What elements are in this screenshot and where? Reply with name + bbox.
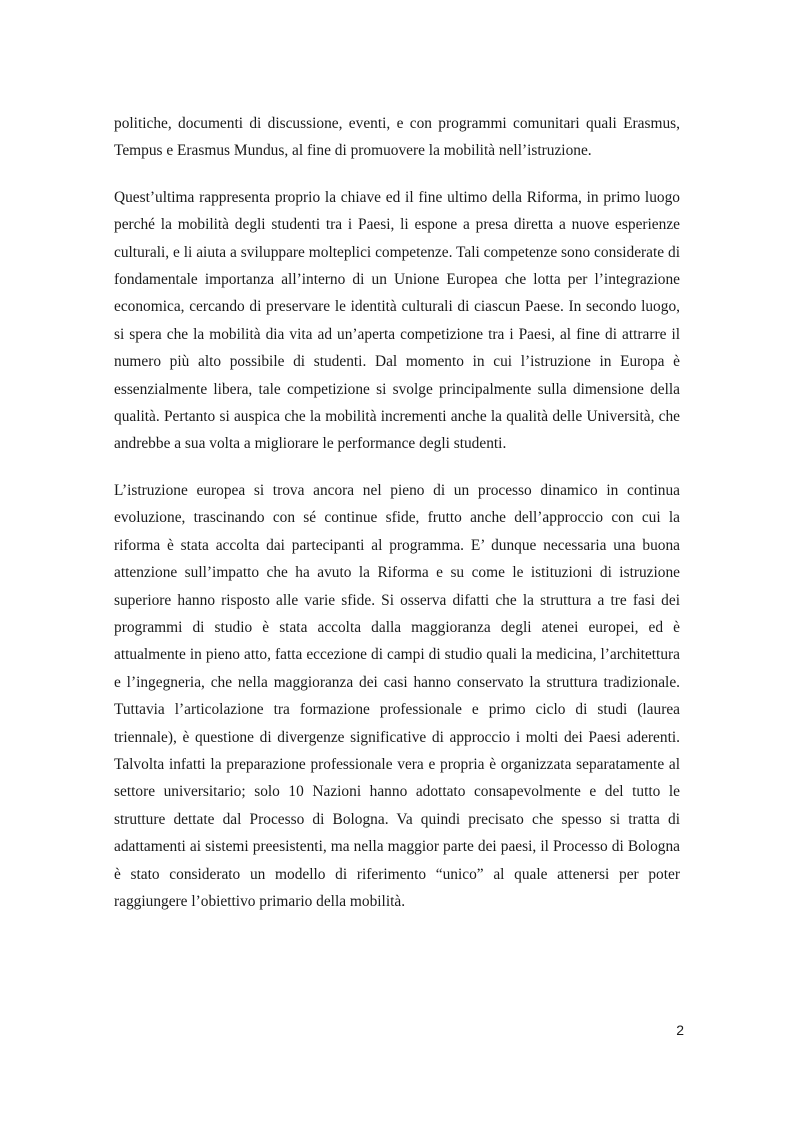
page-number: 2 xyxy=(676,1022,684,1038)
paragraph-1: politiche, documenti di discussione, eventi, e con programmi comunitari quali Erasmus, Tempus e Erasmus Mundus, al fine di promuovere la mobilità nell’istruzione. xyxy=(114,115,680,160)
paragraph-3: L’istruzione europea si trova ancora nel pieno di un processo dinamico in continua evoluzione, trascinando con sé continue sfide, frutto anche dell’approccio con cui la riforma è stata accolta dai partecipanti al programma. E’ dunque necessaria una buona attenzione sull’impatto che ha avuto la Riforma e su come le istituzioni di istruzione superiore hanno risposto alle varie sfide. Si osserva difatti che la struttura a tre fasi dei programmi di studio è stata accolta dalla maggioranza degli atenei europei, ed è attualmente in pieno atto, fatta eccezione di campi di studio quali la medicina, l’architettura e l’ingegneria, che nella maggioranza dei casi hanno conservato la struttura tradizionale. Tuttavia l’articolazione tra formazione professionale e primo ciclo di studi (laurea triennale), è questione di divergenze significative di approccio i molti dei Paesi aderenti. Talvolta infatti la preparazione professionale vera e propria è organizzata separatamente al settore universitario; solo 10 Nazioni hanno adottato consapevolmente e del tutto le strutture dettate dal Processo di Bologna. Va quindi precisato che spesso si tratta di adattamenti ai sistemi preesistenti, ma nella maggior parte dei paesi, il Processo di Bologna è stato considerato un modello di riferimento “unico” al quale attenersi per poter raggiungere l’obiettivo primario della mobilità. xyxy=(114,481,680,910)
body-text xyxy=(114,110,680,934)
paragraph-2: Quest’ultima rappresenta proprio la chiave ed il fine ultimo della Riforma, in primo luogo perché la mobilità degli studenti tra i Paesi, li espone a presa diretta a nuove esperienze culturali, e li aiuta a sviluppare molteplici competenze. Tali competenze sono considerate di fondamentale importanza all’interno di un Unione Europea che lotta per l’integrazione economica, cercando di preservare le identità culturali di ciascun Paese. In secondo luogo, si spera che la mobilità dia vita ad un’aperta competizione tra i Paesi, al fine di attrarre il numero più alto possibile di studenti. Dal momento in cui l’istruzione in Europa è essenzialmente libera, tale competizione si svolge principalmente sulla dimensione della qualità. Pertanto si auspica che la mobilità incrementi anche la qualità delle Università, che andrebbe a sua volta a migliorare le performance degli studenti. xyxy=(114,188,680,453)
